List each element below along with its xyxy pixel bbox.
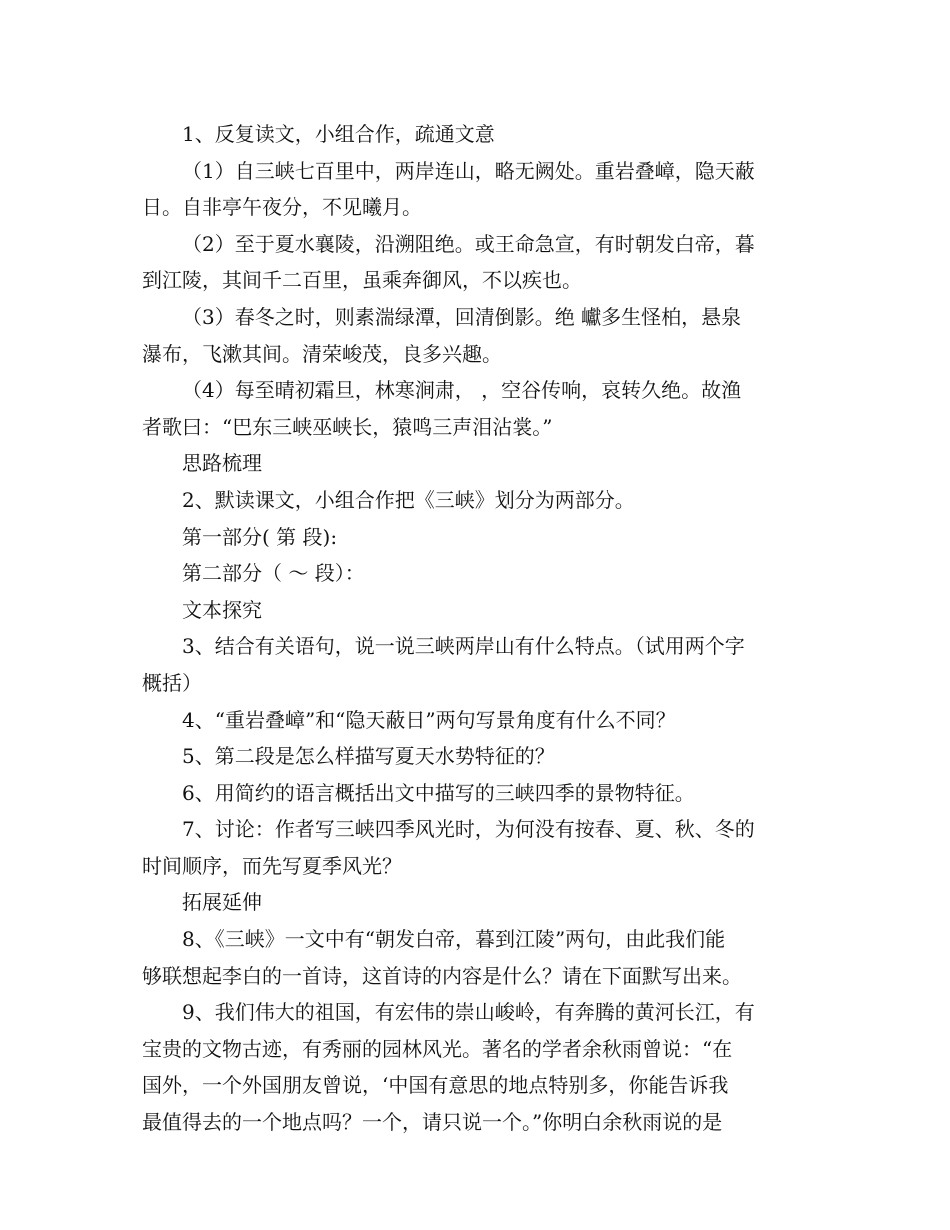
text-line: （2）至于夏水襄陵，沿溯阻绝。或王命急宣，有时朝发白帝，暮 bbox=[182, 231, 755, 256]
paragraph bbox=[142, 445, 810, 482]
paragraph bbox=[142, 372, 810, 445]
text-line: 文本探究 bbox=[182, 597, 262, 622]
text-line: 5、第二段是怎么样描写夏天水势特征的？ bbox=[182, 744, 555, 769]
text-line: 最值得去的一个地点吗？一个，请只说一个。”你明白余秋雨说的是 bbox=[142, 1110, 723, 1135]
text-line: 6、用简约的语言概括出文中描写的三峡四季的景物特征。 bbox=[182, 780, 695, 805]
paragraph bbox=[142, 299, 810, 372]
text-line: 时间顺序，而先写夏季风光？ bbox=[142, 853, 402, 878]
text-line: 瀑布，飞漱其间。清荣峻茂，良多兴趣。 bbox=[142, 341, 502, 366]
text-line: （3）春冬之时，则素湍绿潭，回清倒影。绝 巘多生怪柏，悬泉 bbox=[182, 304, 742, 329]
text-line: 1、反复读文，小组合作，疏通文意 bbox=[182, 122, 495, 146]
text-line: 第二部分（ ～ 段）： bbox=[182, 561, 365, 586]
paragraph bbox=[142, 116, 810, 153]
paragraph bbox=[142, 628, 810, 701]
paragraph bbox=[142, 884, 810, 921]
text-line: 4、“重岩叠嶂”和“隐天蔽日”两句写景角度有什么不同？ bbox=[182, 707, 676, 732]
text-line: 概括） bbox=[142, 670, 202, 695]
paragraph bbox=[142, 592, 810, 629]
text-line: 日。自非亭午夜分，不见曦月。 bbox=[142, 195, 422, 220]
text-line: （1）自三峡七百里中，两岸连山，略无阙处。重岩叠嶂，隐天蔽 bbox=[182, 158, 755, 183]
document-body bbox=[142, 116, 810, 1141]
paragraph bbox=[142, 738, 810, 775]
text-line: 3、结合有关语句，说一说三峡两岸山有什么特点。（试用两个字 bbox=[182, 634, 745, 659]
paragraph bbox=[142, 555, 810, 592]
text-line: （4）每至晴初霜旦，林寒涧肃， ，空谷传响，哀转久绝。故渔 bbox=[182, 378, 742, 403]
text-line: 宝贵的文物古迹，有秀丽的园林风光。著名的学者余秋雨曾说：“在 bbox=[142, 1036, 733, 1061]
text-line: 国外，一个外国朋友曾说，‘中国有意思的地点特别多，你能告诉我 bbox=[142, 1073, 729, 1098]
text-line: 第一部分( 第 段): bbox=[182, 524, 338, 549]
text-line: 思路梳理 bbox=[182, 451, 262, 476]
text-line: 拓展延伸 bbox=[182, 890, 262, 915]
paragraph bbox=[142, 482, 810, 519]
text-line: 够联想起李白的一首诗，这首诗的内容是什么？请在下面默写出来。 bbox=[142, 963, 742, 988]
paragraph bbox=[142, 994, 810, 1140]
text-line: 9、我们伟大的祖国，有宏伟的崇山峻岭，有奔腾的黄河长江，有 bbox=[182, 1000, 755, 1025]
paragraph bbox=[142, 226, 810, 299]
text-line: 7、讨论：作者写三峡四季风光时，为何没有按春、夏、秋、冬的 bbox=[182, 817, 755, 842]
paragraph bbox=[142, 519, 810, 556]
text-line: 8、《三峡》一文中有“朝发白帝，暮到江陵”两句，由此我们能 bbox=[182, 927, 726, 952]
paragraph bbox=[142, 153, 810, 226]
text-line: 2、默读课文，小组合作把《三峡》划分为两部分。 bbox=[182, 487, 635, 512]
paragraph bbox=[142, 702, 810, 739]
paragraph bbox=[142, 775, 810, 812]
paragraph bbox=[142, 921, 810, 994]
paragraph bbox=[142, 811, 810, 884]
text-line: 者歌曰：“巴东三峡巫峡长，猿鸣三声泪沾裳。” bbox=[142, 414, 553, 439]
text-line: 到江陵，其间千二百里，虽乘奔御风，不以疾也。 bbox=[142, 268, 582, 293]
